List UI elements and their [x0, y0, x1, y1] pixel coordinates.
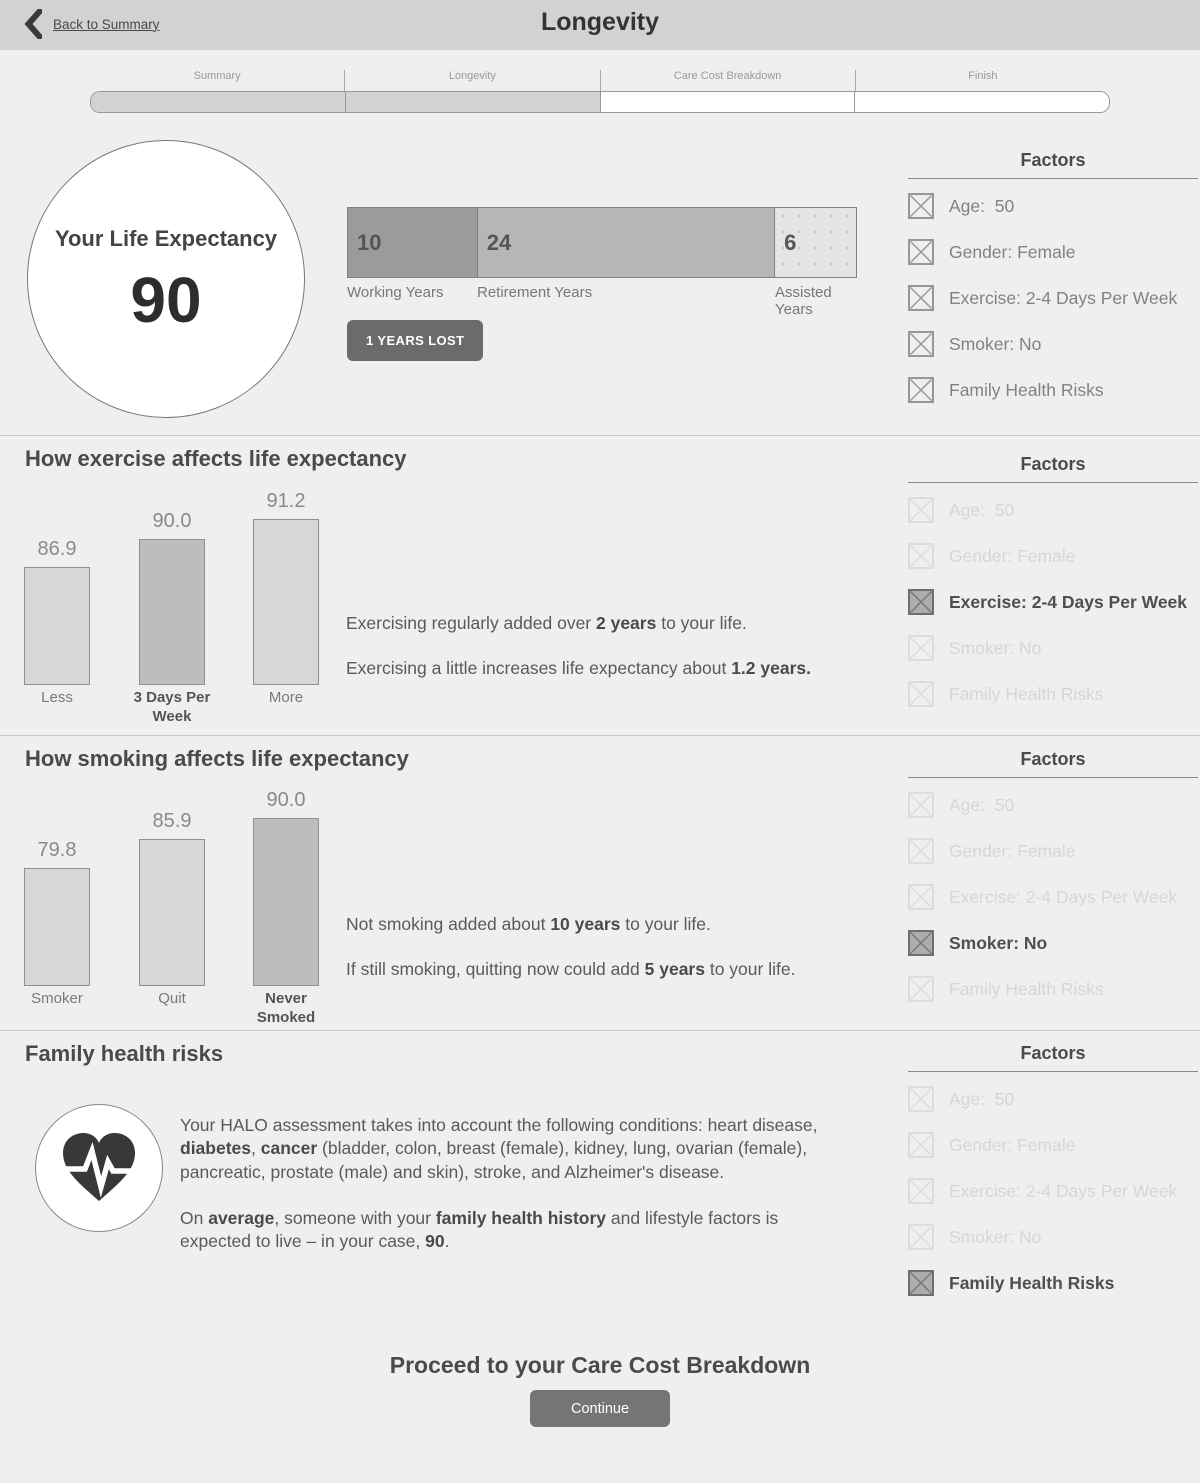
factor-item-family: [908, 976, 1198, 1002]
years-segment-label: Retirement Years: [477, 284, 593, 301]
checkbox-x-icon: [908, 285, 934, 311]
checkbox-x-icon: [908, 930, 934, 956]
years-segment-label: Assisted Years: [775, 284, 832, 319]
chart-bar: [139, 839, 205, 986]
checkbox-x-icon: [908, 1224, 934, 1250]
life-expectancy-title: Your Life Expectancy: [54, 226, 278, 251]
factor-item-age: [908, 1086, 1198, 1112]
chart-bar-label: Quit: [158, 990, 186, 1007]
chart-bar-label: Less: [41, 689, 73, 706]
chart-bar: [139, 539, 205, 685]
years-segment-value: 10: [357, 229, 382, 255]
factor-label: Family Health Risks: [949, 1272, 1115, 1293]
factor-item-age: [908, 193, 1198, 219]
factor-label: Family Health Risks: [949, 379, 1104, 400]
checkbox-x-icon: [908, 838, 934, 864]
factor-item-family: [908, 1270, 1198, 1296]
checkbox-x-icon: [908, 1178, 934, 1204]
factor-label: Exercise: 2-4 Days Per Week: [949, 1180, 1178, 1201]
factor-label: Exercise: 2-4 Days Per Week: [949, 886, 1178, 907]
factor-item-exercise: [908, 589, 1198, 615]
factors-title: Factors: [908, 454, 1198, 483]
years-segment-label: Working Years: [347, 284, 444, 301]
years-lost-badge: 1 YEARS LOST: [347, 320, 483, 361]
chart-bar-value: 79.8: [37, 839, 77, 861]
section-smoking: [0, 735, 1200, 1031]
factor-item-gender: [908, 239, 1198, 265]
factor-item-family: [908, 681, 1198, 707]
factors-panel: [908, 1043, 1198, 1316]
factors-list: [908, 193, 1198, 403]
factor-label: Smoker: No: [949, 932, 1048, 953]
family-health-paragraph-1: Your HALO assessment takes into account the following conditions: heart disease, diabetes, cancer (bladder, colon, breast (female), kidney, lung, ovarian (female), pancreatic, prostate (male) and skin), stroke, and Alzheimer's disease.: [180, 1115, 818, 1182]
factor-label: Exercise: 2-4 Days Per Week: [949, 287, 1178, 308]
chart-bar-label: 3 Days Per Week: [133, 689, 211, 725]
factor-label: Gender: Female: [949, 241, 1076, 262]
factors-title: Factors: [908, 749, 1198, 778]
heart-pulse-icon: [35, 1104, 163, 1232]
chart-bar-value: 90.0: [152, 510, 192, 532]
factor-label: Age: 50: [949, 794, 1015, 815]
smoking-section-title: How smoking affects life expectancy: [25, 746, 409, 771]
section-exercise: [0, 435, 1200, 736]
exercise-bar-chart: [0, 436, 350, 736]
years-segment: [348, 208, 477, 277]
chart-bar-value: 90.0: [266, 789, 306, 811]
factor-item-age: [908, 792, 1198, 818]
checkbox-x-icon: [908, 331, 934, 357]
exercise-stat-line-2: Exercising a little increases life expectancy about 1.2 years.: [346, 658, 811, 678]
checkbox-x-icon: [908, 1132, 934, 1158]
checkbox-x-icon: [908, 635, 934, 661]
chart-bar: [253, 818, 319, 986]
chart-bar-value: 91.2: [266, 490, 306, 512]
factor-item-exercise: [908, 285, 1198, 311]
factor-label: Age: 50: [949, 195, 1015, 216]
checkbox-x-icon: [908, 497, 934, 523]
factor-item-smoker: [908, 1224, 1198, 1250]
factors-panel: [908, 454, 1198, 727]
factor-item-gender: [908, 838, 1198, 864]
factor-label: Family Health Risks: [949, 683, 1104, 704]
checkbox-x-icon: [908, 377, 934, 403]
years-segment-value: 24: [486, 229, 512, 255]
proceed-heading: Proceed to your Care Cost Breakdown: [389, 1352, 811, 1378]
progress-step-label: Summary: [90, 70, 345, 91]
factor-item-gender: [908, 1132, 1198, 1158]
factor-label: Smoker: No: [949, 333, 1042, 354]
checkbox-x-icon: [908, 884, 934, 910]
progress-step-label: Longevity: [345, 70, 600, 91]
factor-label: Gender: Female: [949, 545, 1076, 566]
factor-item-gender: [908, 543, 1198, 569]
life-expectancy-circle: [27, 140, 305, 418]
back-label: Back to Summary: [53, 16, 160, 32]
factor-item-exercise: [908, 884, 1198, 910]
years-segment-value: 6: [784, 229, 797, 255]
chart-bar-label: Never Smoked: [256, 990, 316, 1026]
section-footer: [0, 1330, 1200, 1483]
checkbox-x-icon: [908, 589, 934, 615]
factor-item-smoker: [908, 930, 1198, 956]
progress-step-label: Care Cost Breakdown: [601, 70, 856, 91]
smoking-bar-chart: [0, 736, 350, 1031]
chart-bar: [253, 519, 319, 685]
exercise-section-title: How exercise affects life expectancy: [25, 446, 407, 471]
smoking-stat-line-2: If still smoking, quitting now could add 5 years to your life.: [346, 959, 796, 979]
life-stage-years-bar: [347, 207, 857, 278]
checkbox-x-icon: [908, 193, 934, 219]
factors-list: [908, 497, 1198, 707]
checkbox-x-icon: [908, 681, 934, 707]
factors-title: Factors: [908, 150, 1198, 179]
family-section-title: Family health risks: [25, 1041, 224, 1066]
life-expectancy-value: 90: [130, 264, 202, 336]
checkbox-x-icon: [908, 543, 934, 569]
factors-panel: [908, 150, 1198, 423]
factor-item-smoker: [908, 331, 1198, 357]
factor-label: Exercise: 2-4 Days Per Week: [949, 591, 1188, 612]
factor-item-smoker: [908, 635, 1198, 661]
factor-label: Smoker: No: [949, 637, 1042, 658]
factor-label: Family Health Risks: [949, 978, 1104, 999]
factor-label: Smoker: No: [949, 1226, 1042, 1247]
progress-step-label: Finish: [968, 70, 998, 82]
chart-bar-label: More: [268, 689, 304, 706]
checkbox-x-icon: [908, 1086, 934, 1112]
header-bar: [0, 0, 1200, 50]
factor-label: Gender: Female: [949, 840, 1076, 861]
family-health-text: [180, 1114, 848, 1276]
smoking-stat-line-1: Not smoking added about 10 years to your life.: [346, 914, 711, 934]
checkbox-x-icon: [908, 239, 934, 265]
factors-panel: [908, 749, 1198, 1022]
checkbox-x-icon: [908, 1270, 934, 1296]
factor-item-family: [908, 377, 1198, 403]
factors-list: [908, 1086, 1198, 1296]
factor-label: Age: 50: [949, 1088, 1015, 1109]
section-life-expectancy: [0, 50, 1200, 435]
checkbox-x-icon: [908, 792, 934, 818]
factors-title: Factors: [908, 1043, 1198, 1072]
section-family-health: [0, 1030, 1200, 1331]
chart-bar: [24, 868, 90, 986]
life-stage-years-labels: [347, 284, 857, 319]
chart-bar-value: 86.9: [37, 538, 77, 560]
factor-label: Gender: Female: [949, 1134, 1076, 1155]
exercise-stat-line-1: Exercising regularly added over 2 years to your life.: [346, 613, 747, 633]
chart-bar-label: Smoker: [31, 990, 83, 1007]
checkbox-x-icon: [908, 976, 934, 1002]
chart-bar-value: 85.9: [152, 810, 192, 832]
years-segment: [477, 208, 774, 277]
page-title: Longevity: [540, 8, 660, 36]
continue-button[interactable]: Continue: [530, 1390, 670, 1427]
factor-item-age: [908, 497, 1198, 523]
factors-list: [908, 792, 1198, 1002]
chart-bar: [24, 567, 90, 685]
family-health-paragraph-2: On average, someone with your family health history and lifestyle factors is expected to live – in your case, 90.: [180, 1207, 779, 1252]
years-segment: [774, 208, 856, 277]
factor-label: Age: 50: [949, 499, 1015, 520]
factor-item-exercise: [908, 1178, 1198, 1204]
